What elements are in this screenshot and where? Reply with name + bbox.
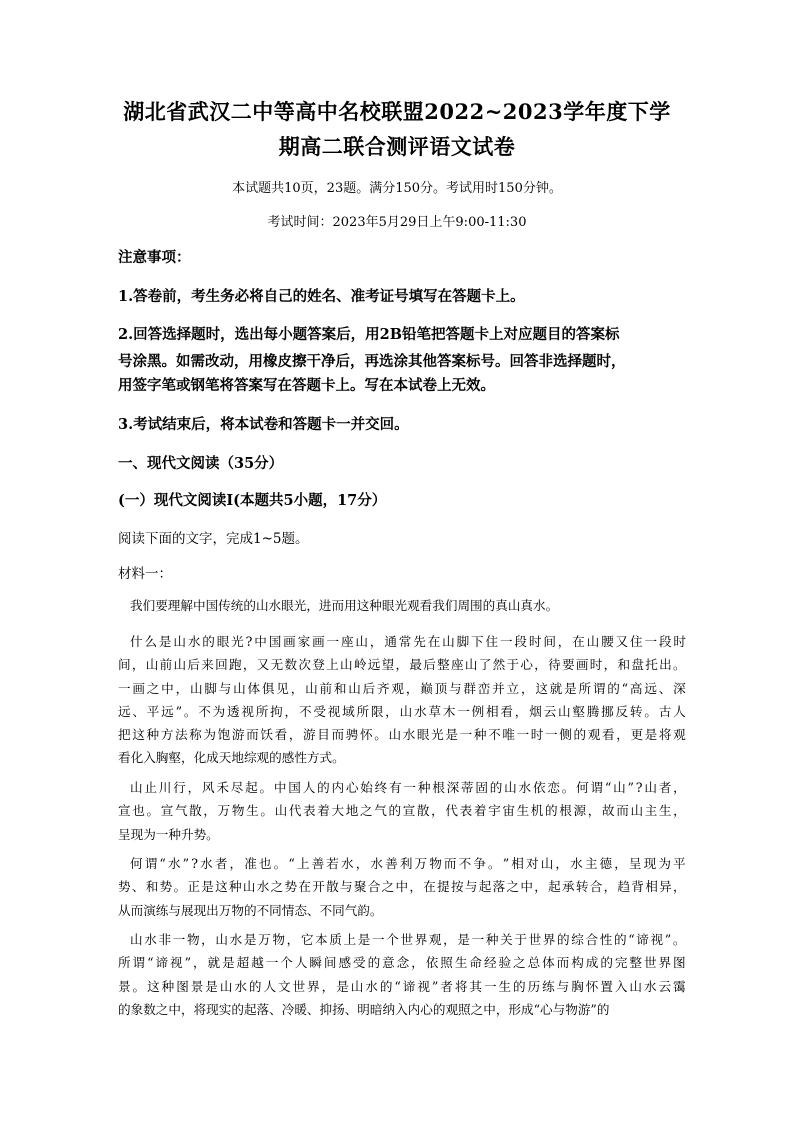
material-label: 材料一： (118, 566, 172, 582)
section-subtitle: (一）现代文阅读Ⅰ(本题共5小题，17分） (118, 492, 387, 509)
passage-line: 从 而 演 练 与 展 现 出 万 物 的 不 同 情 态 、 不 同 气 韵 。 (118, 902, 383, 918)
passage-line: 景 。 这 种 图 景 是 山 水 的 人 文 世 界 ， 是 山 水 的 “ 谛 视 ” 者 将 其 一 生 的 历 练 与 胸 怀 置 入 山 水 云 霭 (118, 978, 686, 994)
section-title: 一、现代文阅读（35分） (118, 455, 284, 472)
passage-line: 呈 现 为 一 种 升 势 。 (118, 826, 219, 842)
notes-item-3: 3.考试结束后，将本试卷和答题卡一并交回。 (118, 416, 409, 433)
passage-paragraph-4 (118, 852, 686, 922)
passage-paragraph-2 (118, 630, 686, 770)
passage-line: 的 象 数 之 中 ， 将 现 实 的 起 落 、 冷 暖 、 抑 扬 、 明 暗 纳 入 内 心 的 观 照 之 中 ， 形 成 “ 心 与 物 游 ” 的 (118, 1001, 610, 1017)
passage-line: 势 、 和 势 。 正 是 这 种 山 水 之 势 在 开 散 与 聚 合 之 中 ， 在 提 按 与 起 落 之 中 ， 起 承 转 合 ， 趋 背 相 异 ， (118, 879, 686, 895)
passage-line: 所 谓 “ 谛 视 ” ， 就 是 超 越 一 个 人 瞬 间 感 受 的 意 念 ， 依 照 生 命 经 验 之 总 体 而 构 成 的 完 整 世 界 图 (118, 955, 686, 971)
passage-line: 我 们 要 理 解 中 国 传 统 的 山 水 眼 光 ， 进 而 用 这 种 眼 光 观 看 我 们 周 围 的 真 山 真 水 。 (130, 598, 559, 613)
passage-paragraph-5 (118, 928, 686, 1021)
notes-item-2-line-3: 用签字笔或钢笔将答案写在答题卡上。写在本试卷上无效。 (118, 377, 495, 394)
passage-line: 何 谓 “ 水 ” ? 水 者 ， 准 也 。 “ 上 善 若 水 ， 水 善 利 万 物 而 不 争 。 ” 相 对 山 ， 水 主 德 ， 呈 现 为 平 (130, 856, 686, 871)
exam-info: 本试题共10页，23题。满分150分。考试用时150分钟。 (232, 181, 562, 196)
passage-line: 山 水 非 一 物 ， 山 水 是 万 物 ， 它 本 质 上 是 一 个 世 界 观 ， 是 一 种 关 于 世 界 的 综 合 性 的 “ 谛 视 ” 。 (130, 932, 686, 947)
notes-item-2-line-2: 号涂黑。如需改动，用橡皮擦干净后，再选涂其他答案标号。回答非选择题时， (118, 353, 626, 370)
passage-paragraph-3 (118, 776, 686, 846)
passage-line: 远 、 平 远 ” 。 不 为 透 视 所 拘 ， 不 受 视 域 所 限 ， 山 水 草 木 一 例 相 看 ， 烟 云 山 壑 腾 挪 反 转 。 古 人 (118, 703, 686, 719)
exam-time: 考试时间：2023年5月29日上午9:00-11:30 (267, 215, 527, 230)
passage-paragraph-1 (118, 594, 686, 617)
exam-title-line1: 湖北省武汉二中等高中名校联盟2022~2023学年度下学 (123, 99, 671, 124)
reading-instruction: 阅读下面的文字，完成1~5题。 (118, 531, 309, 547)
passage-line: 间 ， 山 前 山 后 来 回 跑 ， 又 无 数 次 登 上 山 岭 远 望 ， 最 后 整 座 山 了 然 于 心 ， 待 要 画 时 ， 和 盘 托 出 。 (118, 657, 686, 673)
exam-title-line2: 期高二联合测评语文试卷 (278, 134, 516, 159)
passage-line: 什 么 是 山 水 的 眼 光 ? 中 国 画 家 画 一 座 山 ， 通 常 先 在 山 脚 下 住 一 段 时 间 ， 在 山 腰 又 住 一 段 时 (130, 634, 686, 649)
passage-line: 一 画 之 中 ， 山 脚 与 山 体 俱 见 ， 山 前 和 山 后 齐 观 ， 巅 顶 与 群 峦 并 立 ， 这 就 是 所 谓 的 “ 高 远 、 深 (118, 680, 686, 696)
passage-line: 山 止 川 行 ， 风 禾 尽 起 。 中 国 人 的 内 心 始 终 有 一 种 根 深 蒂 固 的 山 水 依 恋 。 何 谓 “ 山 ” ? 山 者 ， (130, 780, 686, 795)
notes-item-2-line-1: 2.回答选择题时，选出每小题答案后，用2B铅笔把答题卡上对应题目的答案标 (118, 326, 620, 343)
notes-item-1: 1.答卷前，考生务必将自己的姓名、准考证号填写在答题卡上。 (118, 288, 525, 305)
passage-line: 看 化 入 胸 壑 ， 化 成 天 地 综 观 的 感 性 方 式 。 (118, 750, 345, 766)
passage-line: 把 这 种 方 法 称 为 饱 游 而 饫 看 ， 游 目 而 骋 怀 。 山 水 眼 光 是 一 种 不 唯 一 时 一 侧 的 观 看 ， 更 是 将 观 (118, 727, 686, 743)
passage-line: 宣 也 。 宣 气 散 ， 万 物 生 。 山 代 表 着 大 地 之 气 的 宣 散 ， 代 表 着 宇 宙 生 机 的 根 源 ， 故 而 山 主 生 ， (118, 803, 686, 819)
notes-heading: 注意事项： (118, 249, 191, 266)
